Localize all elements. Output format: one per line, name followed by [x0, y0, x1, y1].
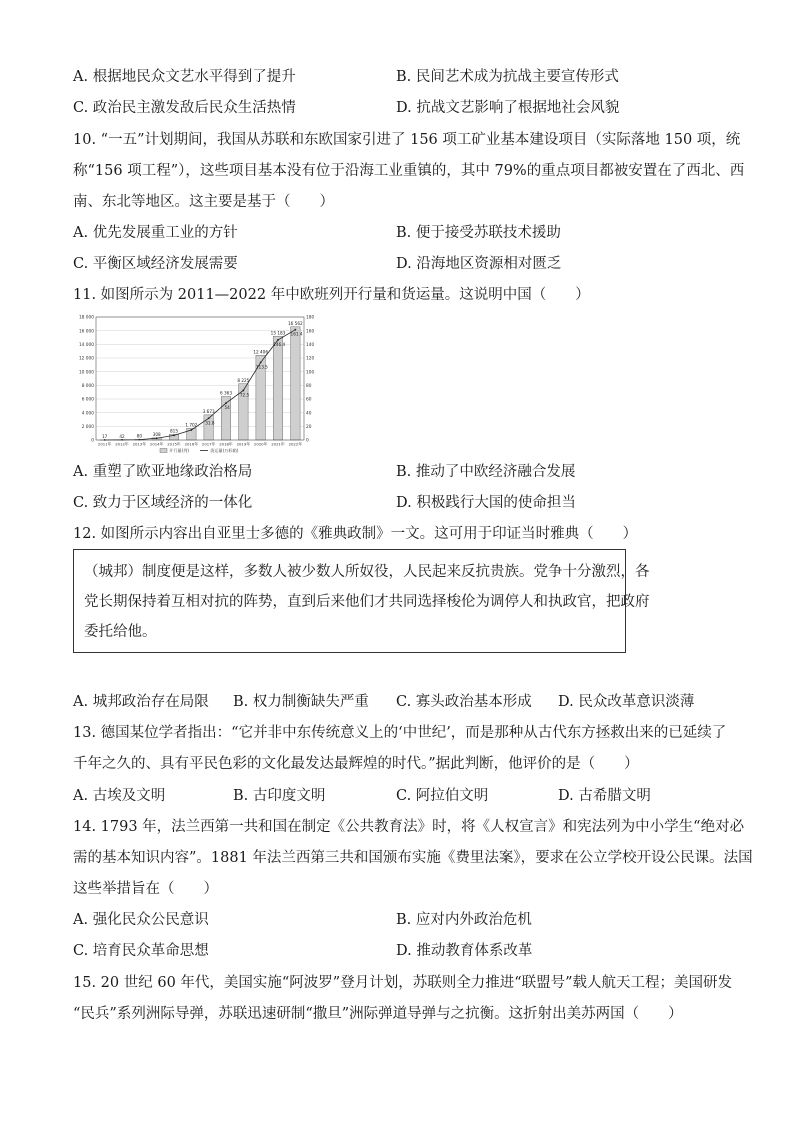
q14-option-c: C. 培育民众革命思想 — [73, 943, 209, 959]
right-tick-label: 80 — [306, 383, 312, 389]
q12-quote-line-2: 党长期保持着互相对抗的阵势，直到后来他们才共同选择梭伦为调停人和执政官，把政府 — [84, 594, 650, 610]
q11-stem: 11. 如图所示为 2011—2022 年中欧班列开行量和货运量。这说明中国（ ） — [73, 287, 590, 303]
right-tick-label: 20 — [306, 424, 312, 430]
line-point — [190, 429, 192, 431]
line-point — [242, 390, 244, 392]
right-tick-label: 160 — [306, 329, 315, 335]
x-tick-label: 2013年 — [132, 441, 147, 447]
bar-value-label: 1 702 — [185, 422, 198, 428]
q10-option-d: D. 沿海地区资源相对匮乏 — [396, 256, 562, 272]
q14-stem-line-3: 这些举措旨在（ ） — [73, 881, 218, 897]
q13-stem-line-1: 13. 德国某位学者指出：“它并非中东传统意义上的‘中世纪’，而是那种从古代东方拯救出来的已延续了 — [73, 725, 727, 741]
q15-stem-line-1: 15. 20 世纪 60 年代，美国实施“阿波罗”登月计划，苏联则全力推进“联盟号”载人航天工程；美国研发 — [73, 975, 733, 991]
line-value-label: 31.8 — [205, 420, 215, 426]
q14-stem-line-1: 14. 1793 年，法兰西第一共和国在制定《公共教育法》时，将《人权宣言》和宪法列为中小学生“绝对必 — [73, 819, 745, 835]
q10-stem-line-3: 南、东北等地区。这主要是基于（ ） — [73, 194, 334, 210]
legend-bar-label: 开行量(列) — [169, 448, 190, 453]
q10-stem-line-1: 10. “一五”计划期间，我国从苏联和东欧国家引进了 156 项工矿业基本建设项目（实际落地 150 项，统 — [73, 132, 741, 148]
line-point — [156, 437, 158, 439]
q14-option-d: D. 推动教育体系改革 — [396, 943, 533, 959]
right-tick-label: 0 — [306, 438, 309, 444]
left-tick-label: 12 000 — [78, 356, 94, 362]
bar-value-label: 3 673 — [202, 409, 215, 415]
line-point — [225, 402, 227, 404]
q12-quote-line-3: 委托给他。 — [84, 624, 157, 640]
bar-value-label: 80 — [136, 433, 143, 439]
x-tick-label: 2016年 — [184, 441, 199, 447]
line-point — [260, 362, 262, 364]
bar-value-label: 17 — [101, 434, 108, 440]
q10-option-b: B. 便于接受苏联技术援助 — [396, 225, 561, 241]
q12-option-a: A. 城邦政治存在局限 — [73, 694, 209, 710]
line-value-label: 161.4 — [290, 331, 303, 337]
x-tick-label: 2017年 — [201, 441, 216, 447]
bar-value-label: 815 — [170, 428, 178, 434]
q10-option-a: A. 优先发展重工业的方针 — [73, 225, 238, 241]
china-europe-train-chart — [72, 312, 324, 457]
left-tick-label: 16 000 — [78, 329, 94, 335]
bar-value-label: 42 — [119, 433, 125, 439]
x-tick-label: 2019年 — [236, 441, 251, 447]
q15-stem-line-2: “民兵”系列洲际导弹，苏联迅速研制“撒旦”洲际弹道导弹与之抗衡。这折射出美苏两国（ ） — [73, 1006, 683, 1022]
q9-option-c: C. 政治民主激发敌后民众生活热情 — [73, 100, 296, 116]
line-value-label: 54 — [224, 405, 230, 411]
q9-option-b: B. 民间艺术成为抗战主要宣传形式 — [396, 69, 619, 85]
q13-option-c: C. 阿拉伯文明 — [396, 788, 489, 804]
x-tick-label: 2014年 — [149, 441, 164, 447]
right-tick-label: 140 — [306, 342, 315, 348]
bar — [291, 327, 301, 440]
q11-option-a: A. 重塑了欧亚地缘政治格局 — [73, 464, 253, 480]
q13-stem-line-2: 千年之久的、具有平民色彩的文化最发达最辉煌的时代。”据此判断，他评价的是（ ） — [73, 756, 639, 772]
legend-line-label: 货运量(万标箱) — [210, 448, 239, 453]
q12-option-c: C. 寡头政治基本形成 — [396, 694, 532, 710]
q13-option-a: A. 古埃及文明 — [73, 788, 166, 804]
line-value-label: 113.5 — [255, 364, 268, 370]
left-tick-label: 4 000 — [81, 411, 94, 417]
bar-value-label: 308 — [152, 432, 161, 438]
bar-value-label: 16 562 — [288, 321, 303, 327]
q14-option-a: A. 强化民众公民意识 — [73, 912, 209, 928]
bar — [273, 336, 286, 440]
left-tick-label: 10 000 — [78, 370, 94, 376]
left-tick-label: 6 000 — [81, 397, 94, 403]
right-tick-label: 60 — [306, 397, 312, 403]
bar-value-label: 6 363 — [220, 390, 232, 396]
q12-option-b: B. 权力制衡缺失严重 — [233, 694, 369, 710]
q12-quote-box — [73, 549, 650, 653]
q13-option-d: D. 古希腊文明 — [558, 788, 651, 804]
q10-option-c: C. 平衡区域经济发展需要 — [73, 256, 238, 272]
right-tick-label: 180 — [306, 315, 315, 321]
left-tick-label: 0 — [91, 438, 94, 444]
x-tick-label: 2012年 — [115, 441, 129, 447]
legend-bar-swatch — [160, 449, 167, 453]
x-tick-label: 2021年 — [271, 441, 285, 447]
q12-option-d: D. 民众改革意识淡薄 — [558, 694, 695, 710]
q14-option-b: B. 应对内外政治危机 — [396, 912, 532, 928]
x-tick-label: 2015年 — [167, 441, 181, 447]
line-point — [173, 434, 175, 436]
line-value-label: 72.5 — [239, 392, 250, 398]
q13-option-b: B. 古印度文明 — [233, 788, 326, 804]
line-point — [294, 329, 296, 331]
q11-option-b: B. 推动了中欧经济融合发展 — [396, 464, 576, 480]
right-tick-label: 100 — [306, 370, 315, 376]
q12-quote-line-1: （城邦）制度便是这样，多数人被少数人所奴役，人民起来反抗贵族。党争十分激烈，各 — [84, 564, 650, 580]
x-tick-label: 2018年 — [219, 441, 233, 447]
right-tick-label: 120 — [306, 356, 315, 362]
q10-stem-line-2: 称“156 项工程”），这些项目基本没有位于沿海工业重镇的，其中 79%的重点项目都被安置在了西北、西 — [73, 163, 745, 179]
line-point — [208, 417, 210, 419]
left-tick-label: 18 000 — [78, 315, 94, 321]
q11-option-c: C. 致力于区域经济的一体化 — [73, 495, 253, 511]
q9-option-d: D. 抗战文艺影响了根据地社会风貌 — [396, 100, 620, 116]
q14-stem-line-2: 需的基本知识内容”。1881 年法兰西第三共和国颁布实施《费里法案》，要求在公立学校开设公民课。法国 — [73, 850, 753, 866]
left-tick-label: 2 000 — [81, 424, 94, 430]
right-tick-label: 40 — [306, 411, 312, 417]
line-point — [277, 339, 279, 341]
bar-value-label: 12 406 — [253, 349, 268, 355]
bar-value-label: 15 183 — [270, 330, 286, 336]
x-tick-label: 2020年 — [253, 441, 268, 447]
q11-option-d: D. 积极践行大国的使命担当 — [396, 495, 576, 511]
x-tick-label: 2011年 — [97, 441, 112, 447]
bar-value-label: 8 225 — [237, 377, 250, 383]
left-tick-label: 8 000 — [81, 383, 94, 389]
freight-volume-line — [105, 330, 296, 440]
q9-option-a: A. 根据地民众文艺水平得到了提升 — [73, 69, 296, 85]
left-tick-label: 14 000 — [78, 342, 94, 348]
q12-stem: 12. 如图所示内容出自亚里士多德的《雅典政制》一文。这可用于印证当时雅典（ ） — [73, 526, 638, 542]
line-value-label: 146.4 — [273, 341, 286, 347]
x-tick-label: 2022年 — [288, 441, 303, 447]
